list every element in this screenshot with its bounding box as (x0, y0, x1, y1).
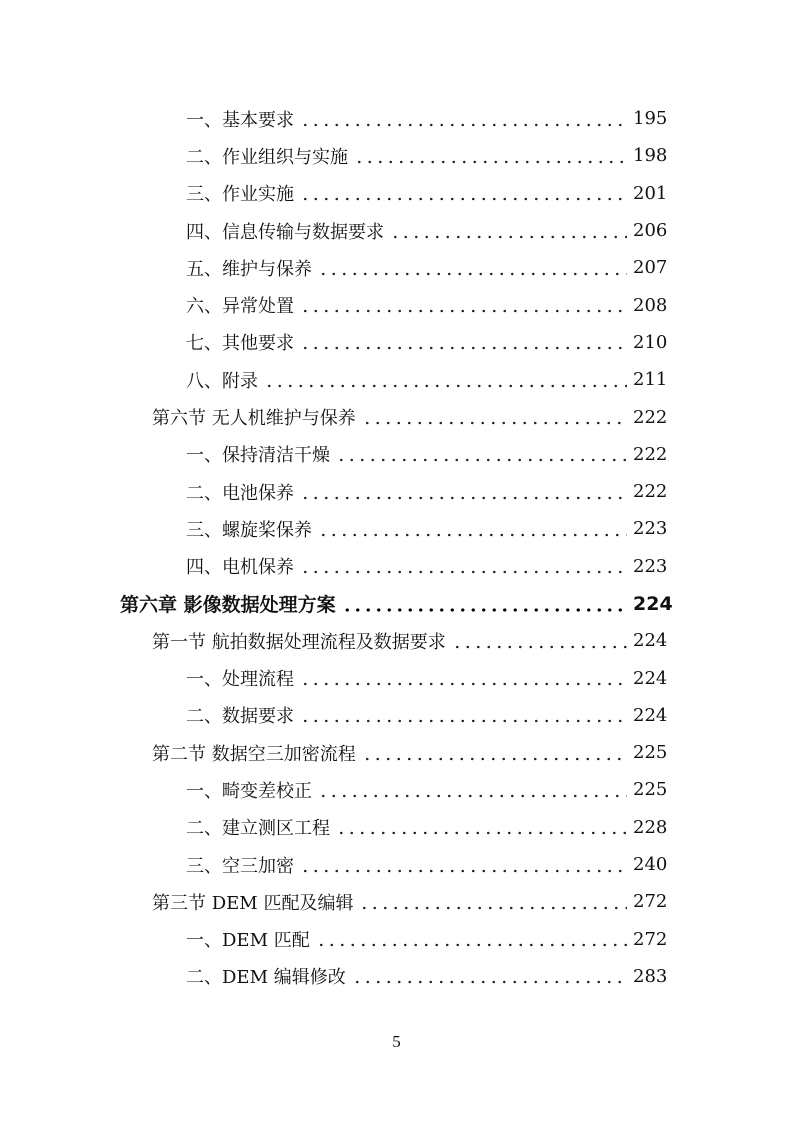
toc-subsection-entry[interactable] (0, 510, 793, 547)
toc-section-entry[interactable] (0, 398, 793, 435)
dot-leader (318, 259, 627, 277)
toc-section-entry[interactable] (0, 622, 793, 659)
toc-entry-title: 一、基本要求 (186, 106, 300, 132)
toc-chapter-entry[interactable] (0, 585, 793, 622)
toc-entry-page-number: 207 (633, 257, 668, 279)
toc-entry-page-number: 223 (633, 555, 668, 577)
toc-entry-title: 一、畸变差校正 (186, 777, 318, 803)
toc-entry-title: 第一节 航拍数据处理流程及数据要求 (152, 628, 452, 654)
toc-subsection-entry[interactable] (0, 324, 793, 361)
toc-subsection-entry[interactable] (0, 771, 793, 808)
toc-entry-page-number: 222 (633, 406, 668, 428)
toc-entry-page-number: 208 (633, 294, 668, 316)
dot-leader (352, 967, 627, 985)
toc-subsection-entry[interactable] (0, 361, 793, 398)
toc-entry-page-number: 272 (633, 891, 668, 913)
dot-leader (342, 595, 627, 613)
toc-entry-title: 二、建立测区工程 (186, 814, 336, 840)
toc-entry-page-number: 224 (633, 592, 673, 615)
toc-entry-page-number: 240 (633, 854, 668, 876)
toc-subsection-entry[interactable] (0, 137, 793, 174)
toc-entry-page-number: 224 (633, 704, 668, 726)
dot-leader (362, 408, 627, 426)
dot-leader (318, 520, 627, 538)
dot-leader (336, 818, 627, 836)
toc-subsection-entry[interactable] (0, 249, 793, 286)
toc-entry-title: 二、作业组织与实施 (186, 143, 354, 169)
toc-entry-title: 八、附录 (186, 367, 264, 393)
toc-entry-page-number: 228 (633, 816, 668, 838)
toc-entry-page-number: 210 (633, 331, 668, 353)
toc-entry-page-number: 198 (633, 145, 668, 167)
toc-entry-title: 二、数据要求 (186, 702, 300, 728)
toc-subsection-entry[interactable] (0, 809, 793, 846)
toc-entry-page-number: 211 (633, 369, 668, 391)
toc-subsection-entry[interactable] (0, 436, 793, 473)
dot-leader (336, 445, 627, 463)
toc-entry-page-number: 283 (633, 965, 668, 987)
toc-subsection-entry[interactable] (0, 100, 793, 137)
toc-entry-title: 一、保持清洁干燥 (186, 441, 336, 467)
dot-leader (300, 333, 627, 351)
toc-subsection-entry[interactable] (0, 921, 793, 958)
toc-entry-page-number: 225 (633, 742, 668, 764)
toc-entry-title: 一、处理流程 (186, 665, 300, 691)
toc-entry-title: 第三节 DEM 匹配及编辑 (152, 889, 359, 915)
dot-leader (300, 669, 627, 687)
toc-entry-page-number: 222 (633, 481, 668, 503)
dot-leader (300, 110, 627, 128)
toc-subsection-entry[interactable] (0, 175, 793, 212)
table-of-contents (0, 100, 793, 995)
toc-entry-page-number: 206 (633, 220, 668, 242)
toc-subsection-entry[interactable] (0, 473, 793, 510)
dot-leader (300, 184, 627, 202)
page-number: 5 (392, 1032, 401, 1051)
toc-entry-title: 六、异常处置 (186, 292, 300, 318)
toc-subsection-entry[interactable] (0, 659, 793, 696)
toc-entry-title: 五、维护与保养 (186, 255, 318, 281)
dot-leader (452, 632, 627, 650)
toc-subsection-entry[interactable] (0, 697, 793, 734)
toc-entry-page-number: 224 (633, 667, 668, 689)
dot-leader (316, 930, 627, 948)
dot-leader (354, 147, 627, 165)
toc-entry-title: 三、空三加密 (186, 852, 300, 878)
toc-entry-title: 第六章 影像数据处理方案 (120, 590, 342, 617)
toc-entry-page-number: 201 (633, 182, 668, 204)
dot-leader (300, 296, 627, 314)
toc-entry-title: 第二节 数据空三加密流程 (152, 740, 362, 766)
toc-entry-title: 第六节 无人机维护与保养 (152, 404, 362, 430)
toc-subsection-entry[interactable] (0, 548, 793, 585)
toc-subsection-entry[interactable] (0, 212, 793, 249)
dot-leader (318, 781, 627, 799)
toc-entry-page-number: 225 (633, 779, 668, 801)
dot-leader (390, 222, 627, 240)
toc-section-entry[interactable] (0, 734, 793, 771)
toc-entry-title: 三、螺旋桨保养 (186, 516, 318, 542)
toc-subsection-entry[interactable] (0, 958, 793, 995)
toc-entry-page-number: 224 (633, 630, 668, 652)
toc-entry-title: 七、其他要求 (186, 329, 300, 355)
toc-section-entry[interactable] (0, 883, 793, 920)
toc-entry-page-number: 223 (633, 518, 668, 540)
dot-leader (362, 744, 627, 762)
dot-leader (300, 557, 627, 575)
toc-entry-title: 三、作业实施 (186, 180, 300, 206)
toc-entry-title: 二、电池保养 (186, 479, 300, 505)
dot-leader (300, 483, 627, 501)
toc-entry-title: 一、DEM 匹配 (186, 926, 316, 952)
toc-entry-page-number: 272 (633, 928, 668, 950)
dot-leader (300, 706, 627, 724)
toc-entry-title: 四、电机保养 (186, 553, 300, 579)
toc-entry-title: 四、信息传输与数据要求 (186, 218, 390, 244)
toc-subsection-entry[interactable] (0, 846, 793, 883)
dot-leader (264, 371, 627, 389)
toc-entry-title: 二、DEM 编辑修改 (186, 963, 352, 989)
toc-entry-page-number: 222 (633, 443, 668, 465)
dot-leader (300, 856, 627, 874)
dot-leader (359, 893, 627, 911)
toc-entry-page-number: 195 (633, 108, 668, 130)
toc-subsection-entry[interactable] (0, 286, 793, 323)
